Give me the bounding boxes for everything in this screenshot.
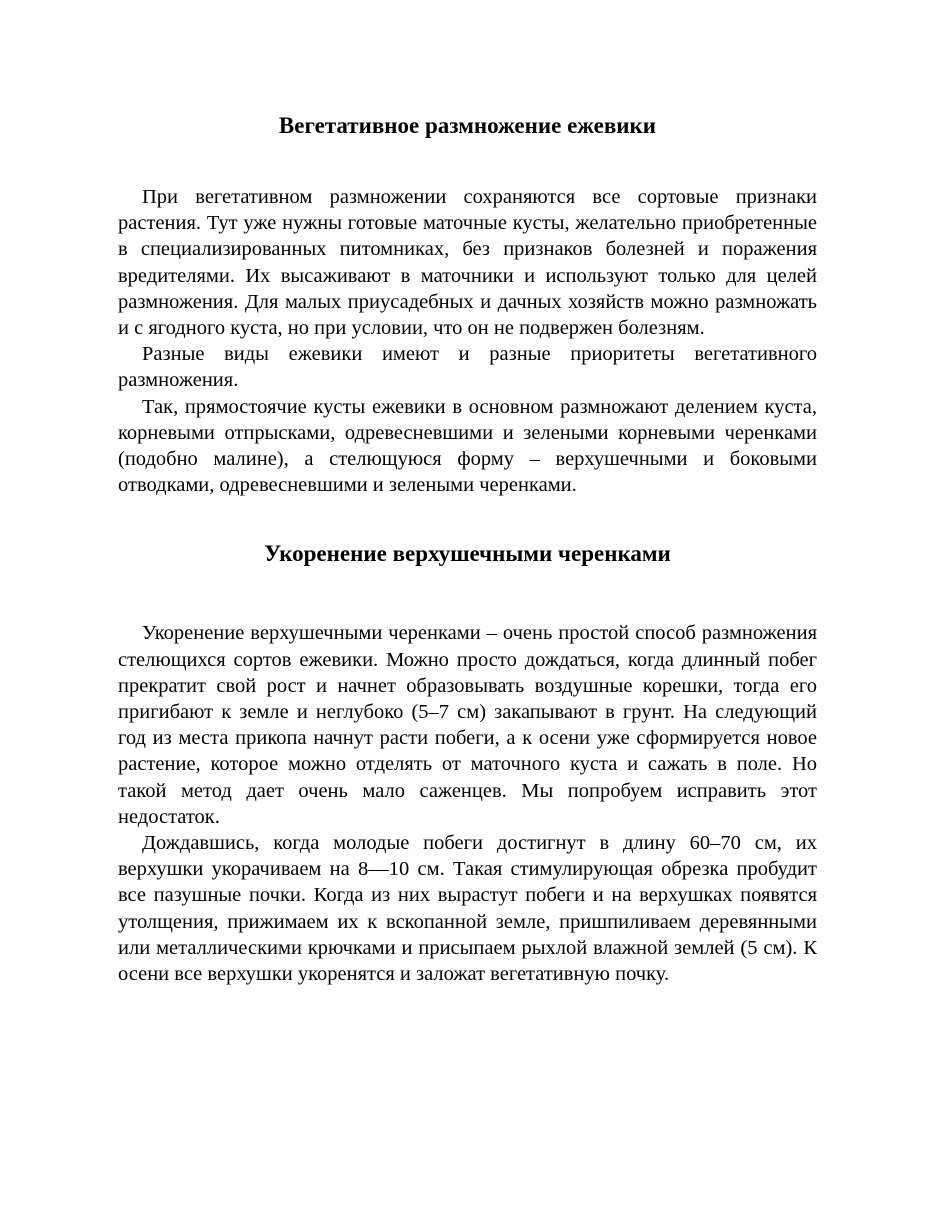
section-title-vegetative-propagation: Вегетативное размножение ежевики xyxy=(278,113,657,138)
paragraph: Так, прямостоячие кусты ежевики в основном размножают делением куста, корневыми отпрысками, одревесневшими и зелеными корневыми черенками (подобно малине), а стелющуюся форму – верхушечными и боковыми отводками, одревесневшими и зелеными черенками. xyxy=(118,395,817,497)
section-title-tip-cuttings: Укоренение верхушечными черенками xyxy=(264,541,671,567)
paragraph: Разные виды ежевики имеют и разные приоритеты вегетативного размножения. xyxy=(118,343,817,392)
document-content xyxy=(118,108,817,987)
paragraph: При вегетативном размножении сохраняются все сортовые признаки растения. Тут уже нужны готовые маточные кусты, желательно приобретенные в специализированных питомниках, без признаков болезней и поражения вредителями. Их высаживают в маточники и используют только для целей размножения. Для малых приусадебных и дачных хозяйств можно размножать и с ягодного куста, но при условии, что он не подвержен болезням. xyxy=(118,186,817,340)
paragraph: Укоренение верхушечными черенками – очень простой способ размножения стелющихся сортов ежевики. Можно просто дождаться, когда длинный побег прекратит свой рост и начнет образовывать воздушные корешки, тогда его пригибают к земле и неглубоко (5–7 см) закапывают в грунт. На следующий год из места прикопа начнут расти побеги, а к осени уже сформируется новое растение, которое можно отделять от маточного куста и сажать в поле. Но такой метод дает очень мало саженцев. Мы попробуем исправить этот недостаток. xyxy=(118,622,817,828)
paragraph: Дождавшись, когда молодые побеги достигнут в длину 60–70 см, их верхушки укорачиваем на 8—10 см. Такая стимулирующая обрезка пробудит все пазушные почки. Когда из них вырастут побеги и на верхушках появятся утолщения, прижимаем их к вскопанной земле, пришпиливаем деревянными или металлическими крючками и присыпаем рыхлой влажной землей (5 см). К осени все верхушки укоренятся и заложат вегетативную почку. xyxy=(118,832,817,986)
